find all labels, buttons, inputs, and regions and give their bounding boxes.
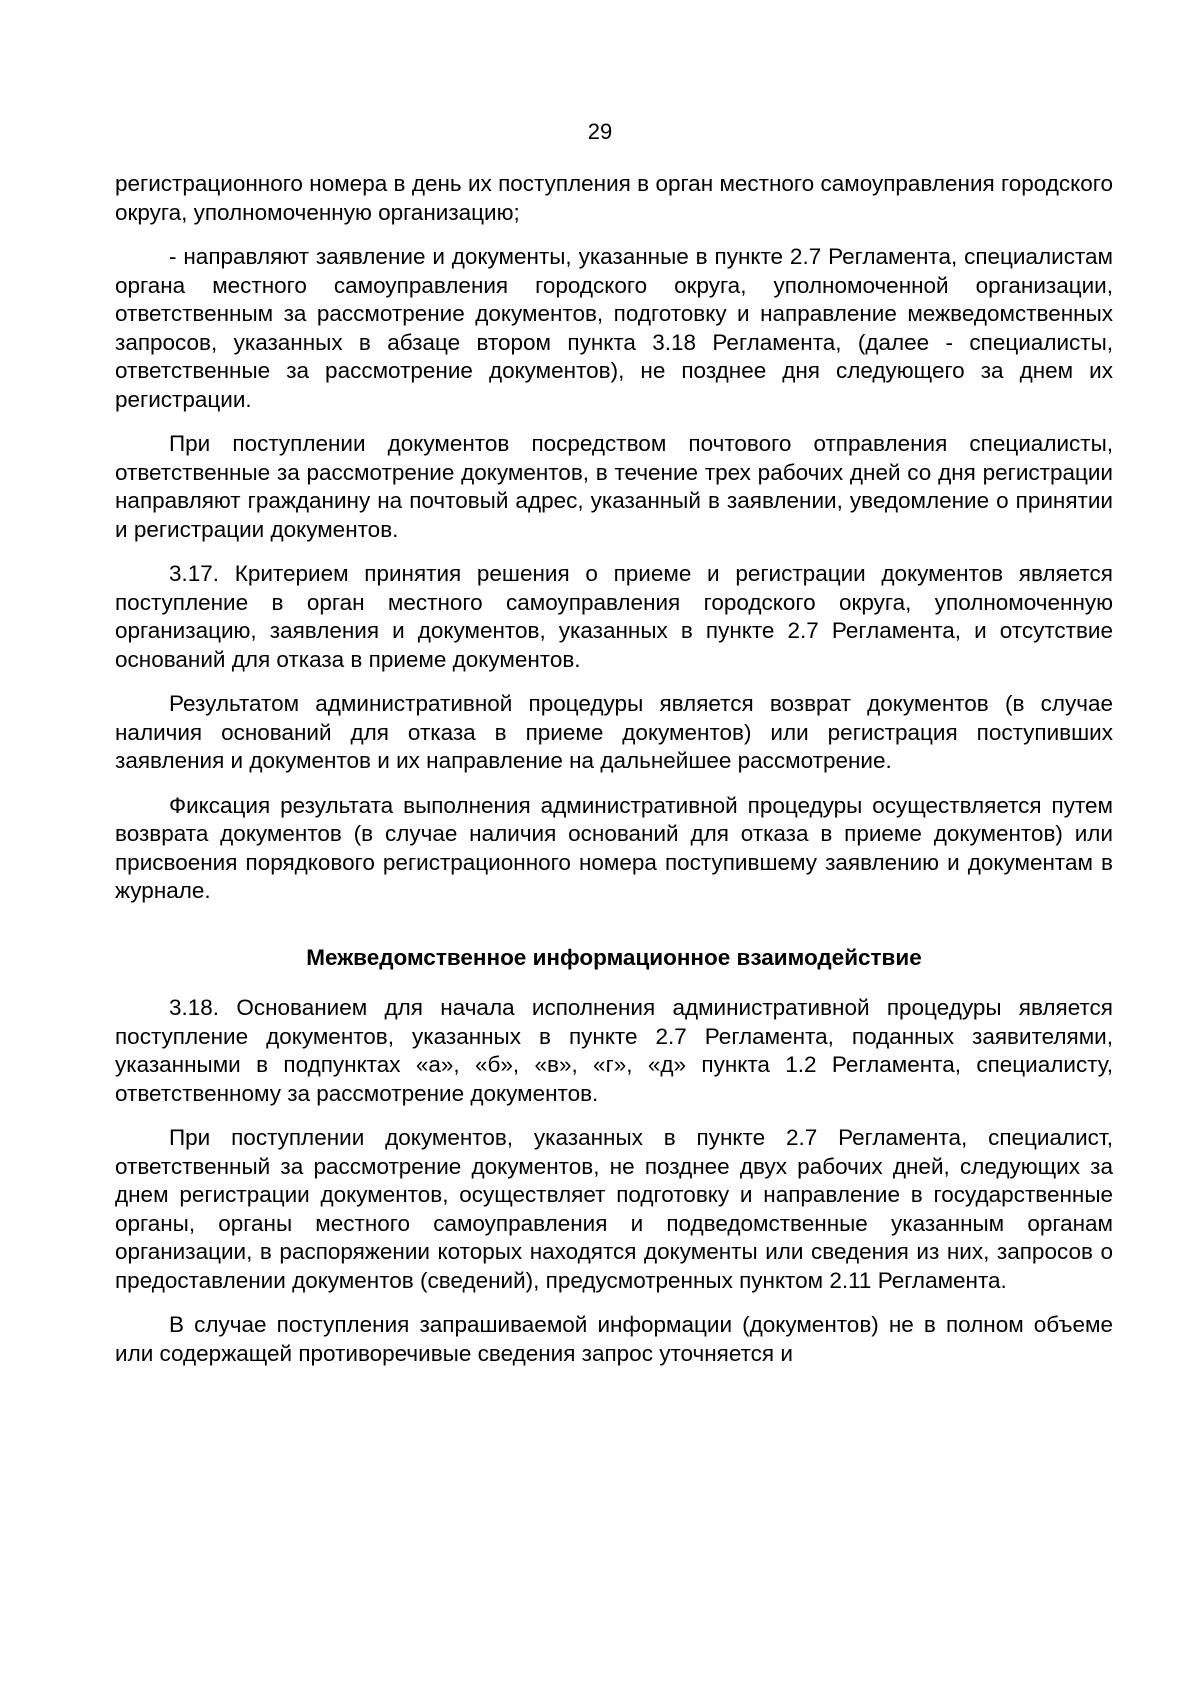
paragraph: 3.18. Основанием для начала исполнения административной процедуры является поступление документов, указанных в пункте 2.7 Регламента, поданных заявителями, указанными в подпунктах «а», «б», «в», «г», «д» пункта 1.2 Регламента, специалисту, ответственному за рассмотрение документов. bbox=[115, 995, 1113, 1106]
paragraph-truncated: В случае поступления запрашиваемой информации (документов) не в полном объеме или содержащей противоречивые сведения запрос уточняется и bbox=[115, 1312, 1113, 1366]
page-number: 29 bbox=[587, 119, 613, 144]
paragraph: 3.17. Критерием принятия решения о приеме и регистрации документов является поступление в орган местного самоуправления городского округа, уполномоченную организацию, заявления и документов, указанных в пункте 2.7 Регламента, и отсутствие оснований для отказа в приеме документов. bbox=[115, 561, 1113, 672]
paragraph: При поступлении документов, указанных в пункте 2.7 Регламента, специалист, ответственный за рассмотрение документов, не позднее двух рабочих дней, следующих за днем регистрации документов, осуществляет подготовку и направление в государственные органы, органы местного самоуправления и подведомственные указанным органам организации, в распоряжении которых находятся документы или сведения из них, запросов о предоставлении документов (сведений), предусмотренных пунктом 2.11 Регламента. bbox=[115, 1125, 1113, 1293]
paragraph: Результатом административной процедуры является возврат документов (в случае наличия оснований для отказа в приеме документов) или регистрация поступивших заявления и документов и их направление на дальнейшее рассмотрение. bbox=[115, 691, 1113, 773]
document-body bbox=[115, 170, 1113, 1384]
paragraph: Фиксация результата выполнения административной процедуры осуществляется путем возврата документов (в случае наличия оснований для отказа в приеме документов) или присвоения порядкового регистрационного номера поступившему заявлению и документам в журнале. bbox=[115, 792, 1113, 903]
paragraph: - направляют заявление и документы, указанные в пункте 2.7 Регламента, специалистам органа местного самоуправления городского округа, уполномоченной организации, ответственным за рассмотрение документов, подготовку и направление межведомственных запросов, указанных в абзаце втором пункта 3.18 Регламента, (далее - специалисты, ответственные за рассмотрение документов), не позднее дня следующего за днем их регистрации. bbox=[115, 244, 1113, 412]
paragraph-continuation: регистрационного номера в день их поступления в орган местного самоуправления городского округа, уполномоченную организацию; bbox=[115, 171, 1113, 225]
section-heading: Межведомственное информационное взаимодействие bbox=[306, 944, 922, 970]
paragraph: При поступлении документов посредством почтового отправления специалисты, ответственные за рассмотрение документов, в течение трех рабочих дней со дня регистрации направляют гражданину на почтовый адрес, указанный в заявлении, уведомление о принятии и регистрации документов. bbox=[115, 431, 1113, 542]
